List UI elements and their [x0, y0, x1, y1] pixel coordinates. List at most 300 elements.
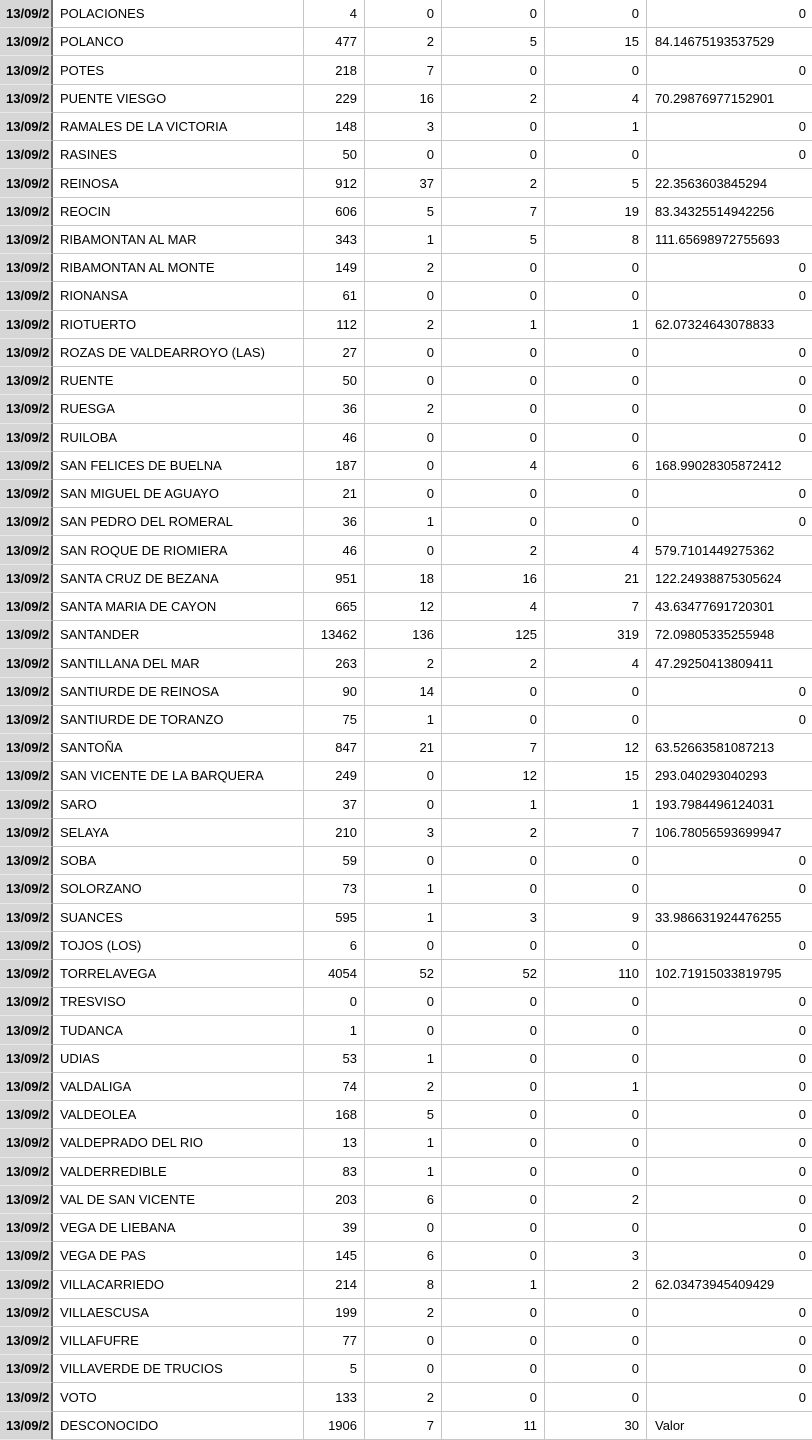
cell-municipality[interactable]: POLACIONES — [53, 0, 304, 28]
cell-value-1[interactable]: 343 — [304, 226, 365, 254]
cell-value-1[interactable]: 145 — [304, 1242, 365, 1270]
cell-value-3[interactable]: 0 — [442, 254, 545, 282]
cell-date[interactable]: 13/09/2 — [0, 734, 53, 762]
cell-value-4[interactable]: 0 — [545, 282, 647, 310]
cell-value-1[interactable]: 0 — [304, 988, 365, 1016]
cell-value-4[interactable]: 0 — [545, 1355, 647, 1383]
cell-rate[interactable]: 0 — [647, 875, 812, 903]
cell-date[interactable]: 13/09/2 — [0, 1355, 53, 1383]
cell-rate[interactable]: 0 — [647, 847, 812, 875]
cell-municipality[interactable]: SANTA CRUZ DE BEZANA — [53, 565, 304, 593]
cell-value-2[interactable]: 2 — [365, 649, 442, 677]
cell-value-2[interactable]: 12 — [365, 593, 442, 621]
cell-value-1[interactable]: 50 — [304, 141, 365, 169]
cell-value-1[interactable]: 595 — [304, 904, 365, 932]
cell-municipality[interactable]: UDIAS — [53, 1045, 304, 1073]
cell-value-4[interactable]: 3 — [545, 1242, 647, 1270]
cell-value-4[interactable]: 319 — [545, 621, 647, 649]
cell-municipality[interactable]: VAL DE SAN VICENTE — [53, 1186, 304, 1214]
cell-value-1[interactable]: 21 — [304, 480, 365, 508]
cell-value-1[interactable]: 74 — [304, 1073, 365, 1101]
cell-municipality[interactable]: SAN ROQUE DE RIOMIERA — [53, 536, 304, 564]
cell-value-4[interactable]: 8 — [545, 226, 647, 254]
cell-date[interactable]: 13/09/2 — [0, 367, 53, 395]
cell-value-4[interactable]: 0 — [545, 395, 647, 423]
cell-value-4[interactable]: 4 — [545, 649, 647, 677]
cell-value-2[interactable]: 2 — [365, 395, 442, 423]
cell-value-2[interactable]: 37 — [365, 169, 442, 197]
cell-value-2[interactable]: 1 — [365, 875, 442, 903]
cell-date[interactable]: 13/09/2 — [0, 1327, 53, 1355]
cell-value-1[interactable]: 5 — [304, 1355, 365, 1383]
cell-value-2[interactable]: 3 — [365, 113, 442, 141]
cell-value-3[interactable]: 2 — [442, 649, 545, 677]
cell-value-4[interactable]: 0 — [545, 1045, 647, 1073]
cell-value-3[interactable]: 5 — [442, 28, 545, 56]
cell-date[interactable]: 13/09/2 — [0, 226, 53, 254]
cell-value-4[interactable]: 5 — [545, 169, 647, 197]
cell-value-4[interactable]: 1 — [545, 113, 647, 141]
cell-value-3[interactable]: 12 — [442, 762, 545, 790]
cell-value-1[interactable]: 13 — [304, 1129, 365, 1157]
cell-municipality[interactable]: SAN FELICES DE BUELNA — [53, 452, 304, 480]
cell-rate[interactable]: 168.99028305872412 — [647, 452, 812, 480]
cell-rate[interactable]: 47.29250413809411 — [647, 649, 812, 677]
cell-value-2[interactable]: 8 — [365, 1271, 442, 1299]
cell-rate[interactable]: 193.7984496124031 — [647, 791, 812, 819]
cell-date[interactable]: 13/09/2 — [0, 480, 53, 508]
cell-value-1[interactable]: 229 — [304, 85, 365, 113]
cell-value-2[interactable]: 0 — [365, 762, 442, 790]
cell-value-2[interactable]: 0 — [365, 424, 442, 452]
cell-date[interactable]: 13/09/2 — [0, 1299, 53, 1327]
cell-value-1[interactable]: 168 — [304, 1101, 365, 1129]
cell-value-3[interactable]: 0 — [442, 339, 545, 367]
cell-value-2[interactable]: 1 — [365, 904, 442, 932]
cell-rate[interactable]: 62.03473945409429 — [647, 1271, 812, 1299]
cell-date[interactable]: 13/09/2 — [0, 56, 53, 84]
cell-value-2[interactable]: 1 — [365, 1045, 442, 1073]
cell-municipality[interactable]: RIBAMONTAN AL MONTE — [53, 254, 304, 282]
cell-municipality[interactable]: RASINES — [53, 141, 304, 169]
cell-rate[interactable]: 0 — [647, 1355, 812, 1383]
cell-value-2[interactable]: 5 — [365, 1101, 442, 1129]
cell-rate[interactable]: 0 — [647, 1383, 812, 1411]
cell-municipality[interactable]: VALDEOLEA — [53, 1101, 304, 1129]
cell-value-1[interactable]: 37 — [304, 791, 365, 819]
cell-value-1[interactable]: 75 — [304, 706, 365, 734]
cell-municipality[interactable]: DESCONOCIDO — [53, 1412, 304, 1440]
cell-municipality[interactable]: VEGA DE LIEBANA — [53, 1214, 304, 1242]
cell-rate[interactable]: 0 — [647, 508, 812, 536]
cell-municipality[interactable]: VILLAESCUSA — [53, 1299, 304, 1327]
cell-value-2[interactable]: 3 — [365, 819, 442, 847]
cell-value-1[interactable]: 61 — [304, 282, 365, 310]
cell-value-4[interactable]: 0 — [545, 254, 647, 282]
cell-value-2[interactable]: 2 — [365, 28, 442, 56]
cell-value-4[interactable]: 110 — [545, 960, 647, 988]
cell-value-3[interactable]: 1 — [442, 311, 545, 339]
cell-value-3[interactable]: 0 — [442, 1073, 545, 1101]
cell-value-4[interactable]: 0 — [545, 0, 647, 28]
cell-municipality[interactable]: SAN PEDRO DEL ROMERAL — [53, 508, 304, 536]
cell-value-4[interactable]: 12 — [545, 734, 647, 762]
cell-value-1[interactable]: 83 — [304, 1158, 365, 1186]
cell-value-3[interactable]: 0 — [442, 1383, 545, 1411]
cell-date[interactable]: 13/09/2 — [0, 395, 53, 423]
cell-value-1[interactable]: 36 — [304, 508, 365, 536]
cell-rate[interactable]: 0 — [647, 0, 812, 28]
cell-rate[interactable]: 0 — [647, 113, 812, 141]
cell-value-3[interactable]: 0 — [442, 0, 545, 28]
cell-value-3[interactable]: 5 — [442, 226, 545, 254]
cell-municipality[interactable]: RIBAMONTAN AL MAR — [53, 226, 304, 254]
cell-value-4[interactable]: 0 — [545, 678, 647, 706]
cell-municipality[interactable]: SANTOÑA — [53, 734, 304, 762]
cell-municipality[interactable]: SOBA — [53, 847, 304, 875]
cell-municipality[interactable]: PUENTE VIESGO — [53, 85, 304, 113]
cell-rate[interactable]: 84.14675193537529 — [647, 28, 812, 56]
cell-municipality[interactable]: VEGA DE PAS — [53, 1242, 304, 1270]
cell-value-4[interactable]: 0 — [545, 847, 647, 875]
cell-value-2[interactable]: 0 — [365, 1016, 442, 1044]
cell-rate[interactable]: 0 — [647, 367, 812, 395]
cell-value-2[interactable]: 0 — [365, 367, 442, 395]
cell-value-2[interactable]: 2 — [365, 311, 442, 339]
cell-date[interactable]: 13/09/2 — [0, 819, 53, 847]
cell-date[interactable]: 13/09/2 — [0, 1158, 53, 1186]
cell-rate[interactable]: 0 — [647, 56, 812, 84]
cell-value-1[interactable]: 951 — [304, 565, 365, 593]
cell-value-4[interactable]: 15 — [545, 28, 647, 56]
cell-value-2[interactable]: 0 — [365, 480, 442, 508]
cell-value-1[interactable]: 59 — [304, 847, 365, 875]
cell-value-2[interactable]: 52 — [365, 960, 442, 988]
cell-value-1[interactable]: 1 — [304, 1016, 365, 1044]
cell-value-3[interactable]: 0 — [442, 932, 545, 960]
cell-date[interactable]: 13/09/2 — [0, 706, 53, 734]
cell-municipality[interactable]: TRESVISO — [53, 988, 304, 1016]
cell-value-4[interactable]: 0 — [545, 932, 647, 960]
cell-municipality[interactable]: POTES — [53, 56, 304, 84]
cell-rate[interactable]: 0 — [647, 1327, 812, 1355]
cell-value-1[interactable]: 36 — [304, 395, 365, 423]
cell-rate[interactable]: 0 — [647, 678, 812, 706]
cell-value-2[interactable]: 0 — [365, 1327, 442, 1355]
cell-value-4[interactable]: 0 — [545, 480, 647, 508]
cell-value-2[interactable]: 136 — [365, 621, 442, 649]
cell-value-1[interactable]: 112 — [304, 311, 365, 339]
cell-date[interactable]: 13/09/2 — [0, 960, 53, 988]
cell-value-2[interactable]: 0 — [365, 932, 442, 960]
cell-rate[interactable]: 0 — [647, 424, 812, 452]
cell-rate[interactable]: 111.65698972755693 — [647, 226, 812, 254]
cell-municipality[interactable]: VALDEPRADO DEL RIO — [53, 1129, 304, 1157]
cell-value-3[interactable]: 7 — [442, 198, 545, 226]
cell-value-1[interactable]: 73 — [304, 875, 365, 903]
cell-value-4[interactable]: 6 — [545, 452, 647, 480]
cell-value-1[interactable]: 27 — [304, 339, 365, 367]
cell-rate[interactable]: 70.29876977152901 — [647, 85, 812, 113]
cell-municipality[interactable]: SANTA MARIA DE CAYON — [53, 593, 304, 621]
cell-value-1[interactable]: 46 — [304, 536, 365, 564]
cell-date[interactable]: 13/09/2 — [0, 1129, 53, 1157]
cell-rate[interactable]: 0 — [647, 1073, 812, 1101]
cell-value-4[interactable]: 1 — [545, 1073, 647, 1101]
cell-value-3[interactable]: 0 — [442, 367, 545, 395]
cell-value-3[interactable]: 0 — [442, 1101, 545, 1129]
cell-date[interactable]: 13/09/2 — [0, 1214, 53, 1242]
cell-rate[interactable]: 0 — [647, 1045, 812, 1073]
cell-value-1[interactable]: 477 — [304, 28, 365, 56]
cell-value-3[interactable]: 0 — [442, 706, 545, 734]
cell-value-1[interactable]: 53 — [304, 1045, 365, 1073]
cell-value-1[interactable]: 50 — [304, 367, 365, 395]
cell-value-3[interactable]: 0 — [442, 988, 545, 1016]
cell-rate[interactable]: 0 — [647, 1242, 812, 1270]
cell-rate[interactable]: 0 — [647, 988, 812, 1016]
cell-date[interactable]: 13/09/2 — [0, 1412, 53, 1440]
cell-rate[interactable]: 63.52663581087213 — [647, 734, 812, 762]
cell-value-3[interactable]: 0 — [442, 847, 545, 875]
cell-municipality[interactable]: REINOSA — [53, 169, 304, 197]
cell-rate[interactable]: 72.09805335255948 — [647, 621, 812, 649]
cell-value-1[interactable]: 1906 — [304, 1412, 365, 1440]
cell-value-2[interactable]: 0 — [365, 1214, 442, 1242]
cell-value-3[interactable]: 0 — [442, 1327, 545, 1355]
cell-date[interactable]: 13/09/2 — [0, 1271, 53, 1299]
cell-date[interactable]: 13/09/2 — [0, 678, 53, 706]
cell-value-3[interactable]: 0 — [442, 141, 545, 169]
cell-date[interactable]: 13/09/2 — [0, 536, 53, 564]
cell-rate[interactable]: 0 — [647, 254, 812, 282]
cell-value-2[interactable]: 1 — [365, 1158, 442, 1186]
cell-date[interactable]: 13/09/2 — [0, 85, 53, 113]
cell-date[interactable]: 13/09/2 — [0, 1016, 53, 1044]
cell-value-4[interactable]: 15 — [545, 762, 647, 790]
cell-value-1[interactable]: 4054 — [304, 960, 365, 988]
cell-rate[interactable]: 0 — [647, 141, 812, 169]
cell-value-4[interactable]: 0 — [545, 1383, 647, 1411]
cell-date[interactable]: 13/09/2 — [0, 1073, 53, 1101]
cell-value-4[interactable]: 0 — [545, 1158, 647, 1186]
cell-date[interactable]: 13/09/2 — [0, 311, 53, 339]
cell-value-3[interactable]: 0 — [442, 113, 545, 141]
cell-value-3[interactable]: 0 — [442, 1355, 545, 1383]
cell-value-4[interactable]: 0 — [545, 1016, 647, 1044]
cell-date[interactable]: 13/09/2 — [0, 28, 53, 56]
cell-date[interactable]: 13/09/2 — [0, 904, 53, 932]
cell-value-1[interactable]: 847 — [304, 734, 365, 762]
cell-municipality[interactable]: SANTILLANA DEL MAR — [53, 649, 304, 677]
cell-value-2[interactable]: 7 — [365, 1412, 442, 1440]
cell-value-3[interactable]: 11 — [442, 1412, 545, 1440]
cell-value-4[interactable]: 0 — [545, 1129, 647, 1157]
cell-municipality[interactable]: SELAYA — [53, 819, 304, 847]
cell-date[interactable]: 13/09/2 — [0, 169, 53, 197]
cell-value-4[interactable]: 0 — [545, 988, 647, 1016]
cell-value-3[interactable]: 125 — [442, 621, 545, 649]
cell-date[interactable]: 13/09/2 — [0, 1242, 53, 1270]
cell-value-1[interactable]: 263 — [304, 649, 365, 677]
cell-date[interactable]: 13/09/2 — [0, 141, 53, 169]
cell-rate[interactable]: 0 — [647, 282, 812, 310]
cell-value-4[interactable]: 4 — [545, 85, 647, 113]
cell-value-3[interactable]: 1 — [442, 791, 545, 819]
cell-value-2[interactable]: 0 — [365, 988, 442, 1016]
cell-municipality[interactable]: POLANCO — [53, 28, 304, 56]
cell-value-2[interactable]: 0 — [365, 1355, 442, 1383]
cell-date[interactable]: 13/09/2 — [0, 424, 53, 452]
cell-date[interactable]: 13/09/2 — [0, 282, 53, 310]
cell-value-3[interactable]: 2 — [442, 169, 545, 197]
cell-municipality[interactable]: SUANCES — [53, 904, 304, 932]
cell-value-4[interactable]: 0 — [545, 1299, 647, 1327]
cell-rate[interactable]: 62.07324643078833 — [647, 311, 812, 339]
cell-value-3[interactable]: 0 — [442, 1045, 545, 1073]
cell-value-3[interactable]: 2 — [442, 536, 545, 564]
cell-value-1[interactable]: 203 — [304, 1186, 365, 1214]
cell-value-4[interactable]: 7 — [545, 593, 647, 621]
cell-value-1[interactable]: 77 — [304, 1327, 365, 1355]
cell-municipality[interactable]: RAMALES DE LA VICTORIA — [53, 113, 304, 141]
cell-value-2[interactable]: 2 — [365, 1299, 442, 1327]
cell-date[interactable]: 13/09/2 — [0, 1045, 53, 1073]
cell-value-4[interactable]: 0 — [545, 424, 647, 452]
cell-value-2[interactable]: 1 — [365, 226, 442, 254]
cell-rate[interactable]: 43.63477691720301 — [647, 593, 812, 621]
cell-value-2[interactable]: 16 — [365, 85, 442, 113]
cell-value-4[interactable]: 0 — [545, 875, 647, 903]
cell-rate[interactable]: 293.040293040293 — [647, 762, 812, 790]
cell-value-2[interactable]: 6 — [365, 1242, 442, 1270]
cell-value-3[interactable]: 0 — [442, 678, 545, 706]
cell-value-3[interactable]: 0 — [442, 875, 545, 903]
cell-value-3[interactable]: 52 — [442, 960, 545, 988]
cell-value-1[interactable]: 4 — [304, 0, 365, 28]
cell-value-4[interactable]: 2 — [545, 1186, 647, 1214]
cell-value-3[interactable]: 1 — [442, 1271, 545, 1299]
cell-municipality[interactable]: TORRELAVEGA — [53, 960, 304, 988]
cell-date[interactable]: 13/09/2 — [0, 339, 53, 367]
cell-value-3[interactable]: 16 — [442, 565, 545, 593]
cell-value-4[interactable]: 0 — [545, 56, 647, 84]
cell-municipality[interactable]: RUESGA — [53, 395, 304, 423]
cell-value-3[interactable]: 0 — [442, 424, 545, 452]
cell-value-2[interactable]: 1 — [365, 706, 442, 734]
cell-date[interactable]: 13/09/2 — [0, 254, 53, 282]
cell-value-4[interactable]: 0 — [545, 367, 647, 395]
cell-date[interactable]: 13/09/2 — [0, 1383, 53, 1411]
cell-value-1[interactable]: 218 — [304, 56, 365, 84]
cell-municipality[interactable]: ROZAS DE VALDEARROYO (LAS) — [53, 339, 304, 367]
cell-municipality[interactable]: TOJOS (LOS) — [53, 932, 304, 960]
cell-municipality[interactable]: VOTO — [53, 1383, 304, 1411]
cell-rate[interactable]: 0 — [647, 1186, 812, 1214]
cell-value-4[interactable]: 0 — [545, 1101, 647, 1129]
cell-value-3[interactable]: 4 — [442, 593, 545, 621]
cell-value-1[interactable]: 249 — [304, 762, 365, 790]
cell-rate[interactable]: 0 — [647, 1101, 812, 1129]
cell-value-2[interactable]: 21 — [365, 734, 442, 762]
cell-date[interactable]: 13/09/2 — [0, 649, 53, 677]
cell-value-2[interactable]: 7 — [365, 56, 442, 84]
cell-value-4[interactable]: 2 — [545, 1271, 647, 1299]
cell-value-2[interactable]: 0 — [365, 141, 442, 169]
cell-value-3[interactable]: 7 — [442, 734, 545, 762]
cell-value-1[interactable]: 187 — [304, 452, 365, 480]
cell-value-2[interactable]: 0 — [365, 0, 442, 28]
cell-value-2[interactable]: 18 — [365, 565, 442, 593]
cell-municipality[interactable]: SANTIURDE DE TORANZO — [53, 706, 304, 734]
cell-value-2[interactable]: 1 — [365, 508, 442, 536]
cell-rate[interactable]: 0 — [647, 339, 812, 367]
cell-date[interactable]: 13/09/2 — [0, 875, 53, 903]
cell-value-4[interactable]: 21 — [545, 565, 647, 593]
cell-date[interactable]: 13/09/2 — [0, 508, 53, 536]
cell-value-1[interactable]: 90 — [304, 678, 365, 706]
cell-date[interactable]: 13/09/2 — [0, 762, 53, 790]
cell-value-2[interactable]: 6 — [365, 1186, 442, 1214]
cell-value-4[interactable]: 0 — [545, 1214, 647, 1242]
cell-value-2[interactable]: 2 — [365, 254, 442, 282]
cell-value-3[interactable]: 0 — [442, 1129, 545, 1157]
cell-municipality[interactable]: VALDALIGA — [53, 1073, 304, 1101]
cell-value-1[interactable]: 214 — [304, 1271, 365, 1299]
cell-value-3[interactable]: 0 — [442, 1214, 545, 1242]
cell-value-1[interactable]: 46 — [304, 424, 365, 452]
cell-value-1[interactable]: 665 — [304, 593, 365, 621]
cell-value-2[interactable]: 0 — [365, 452, 442, 480]
cell-value-2[interactable]: 0 — [365, 339, 442, 367]
cell-municipality[interactable]: SAN MIGUEL DE AGUAYO — [53, 480, 304, 508]
cell-value-1[interactable]: 148 — [304, 113, 365, 141]
cell-rate[interactable]: 0 — [647, 1158, 812, 1186]
cell-value-4[interactable]: 4 — [545, 536, 647, 564]
cell-rate[interactable]: 0 — [647, 1016, 812, 1044]
cell-municipality[interactable]: VILLACARRIEDO — [53, 1271, 304, 1299]
cell-value-1[interactable]: 39 — [304, 1214, 365, 1242]
cell-municipality[interactable]: RIONANSA — [53, 282, 304, 310]
cell-value-2[interactable]: 0 — [365, 282, 442, 310]
cell-rate[interactable]: 579.7101449275362 — [647, 536, 812, 564]
cell-municipality[interactable]: TUDANCA — [53, 1016, 304, 1044]
cell-value-3[interactable]: 0 — [442, 508, 545, 536]
cell-value-4[interactable]: 30 — [545, 1412, 647, 1440]
cell-value-3[interactable]: 0 — [442, 1158, 545, 1186]
cell-rate[interactable]: 0 — [647, 1299, 812, 1327]
cell-value-3[interactable]: 0 — [442, 1016, 545, 1044]
cell-value-2[interactable]: 1 — [365, 1129, 442, 1157]
cell-date[interactable]: 13/09/2 — [0, 1186, 53, 1214]
cell-value-3[interactable]: 4 — [442, 452, 545, 480]
cell-date[interactable]: 13/09/2 — [0, 113, 53, 141]
cell-value-2[interactable]: 14 — [365, 678, 442, 706]
cell-rate[interactable]: 122.24938875305624 — [647, 565, 812, 593]
cell-value-4[interactable]: 1 — [545, 311, 647, 339]
cell-municipality[interactable]: RIOTUERTO — [53, 311, 304, 339]
cell-rate[interactable]: Valor — [647, 1412, 812, 1440]
cell-date[interactable]: 13/09/2 — [0, 1101, 53, 1129]
cell-value-3[interactable]: 2 — [442, 85, 545, 113]
cell-value-4[interactable]: 0 — [545, 1327, 647, 1355]
cell-value-1[interactable]: 606 — [304, 198, 365, 226]
cell-date[interactable]: 13/09/2 — [0, 198, 53, 226]
cell-rate[interactable]: 0 — [647, 932, 812, 960]
cell-value-4[interactable]: 0 — [545, 508, 647, 536]
cell-value-2[interactable]: 2 — [365, 1073, 442, 1101]
cell-date[interactable]: 13/09/2 — [0, 0, 53, 28]
